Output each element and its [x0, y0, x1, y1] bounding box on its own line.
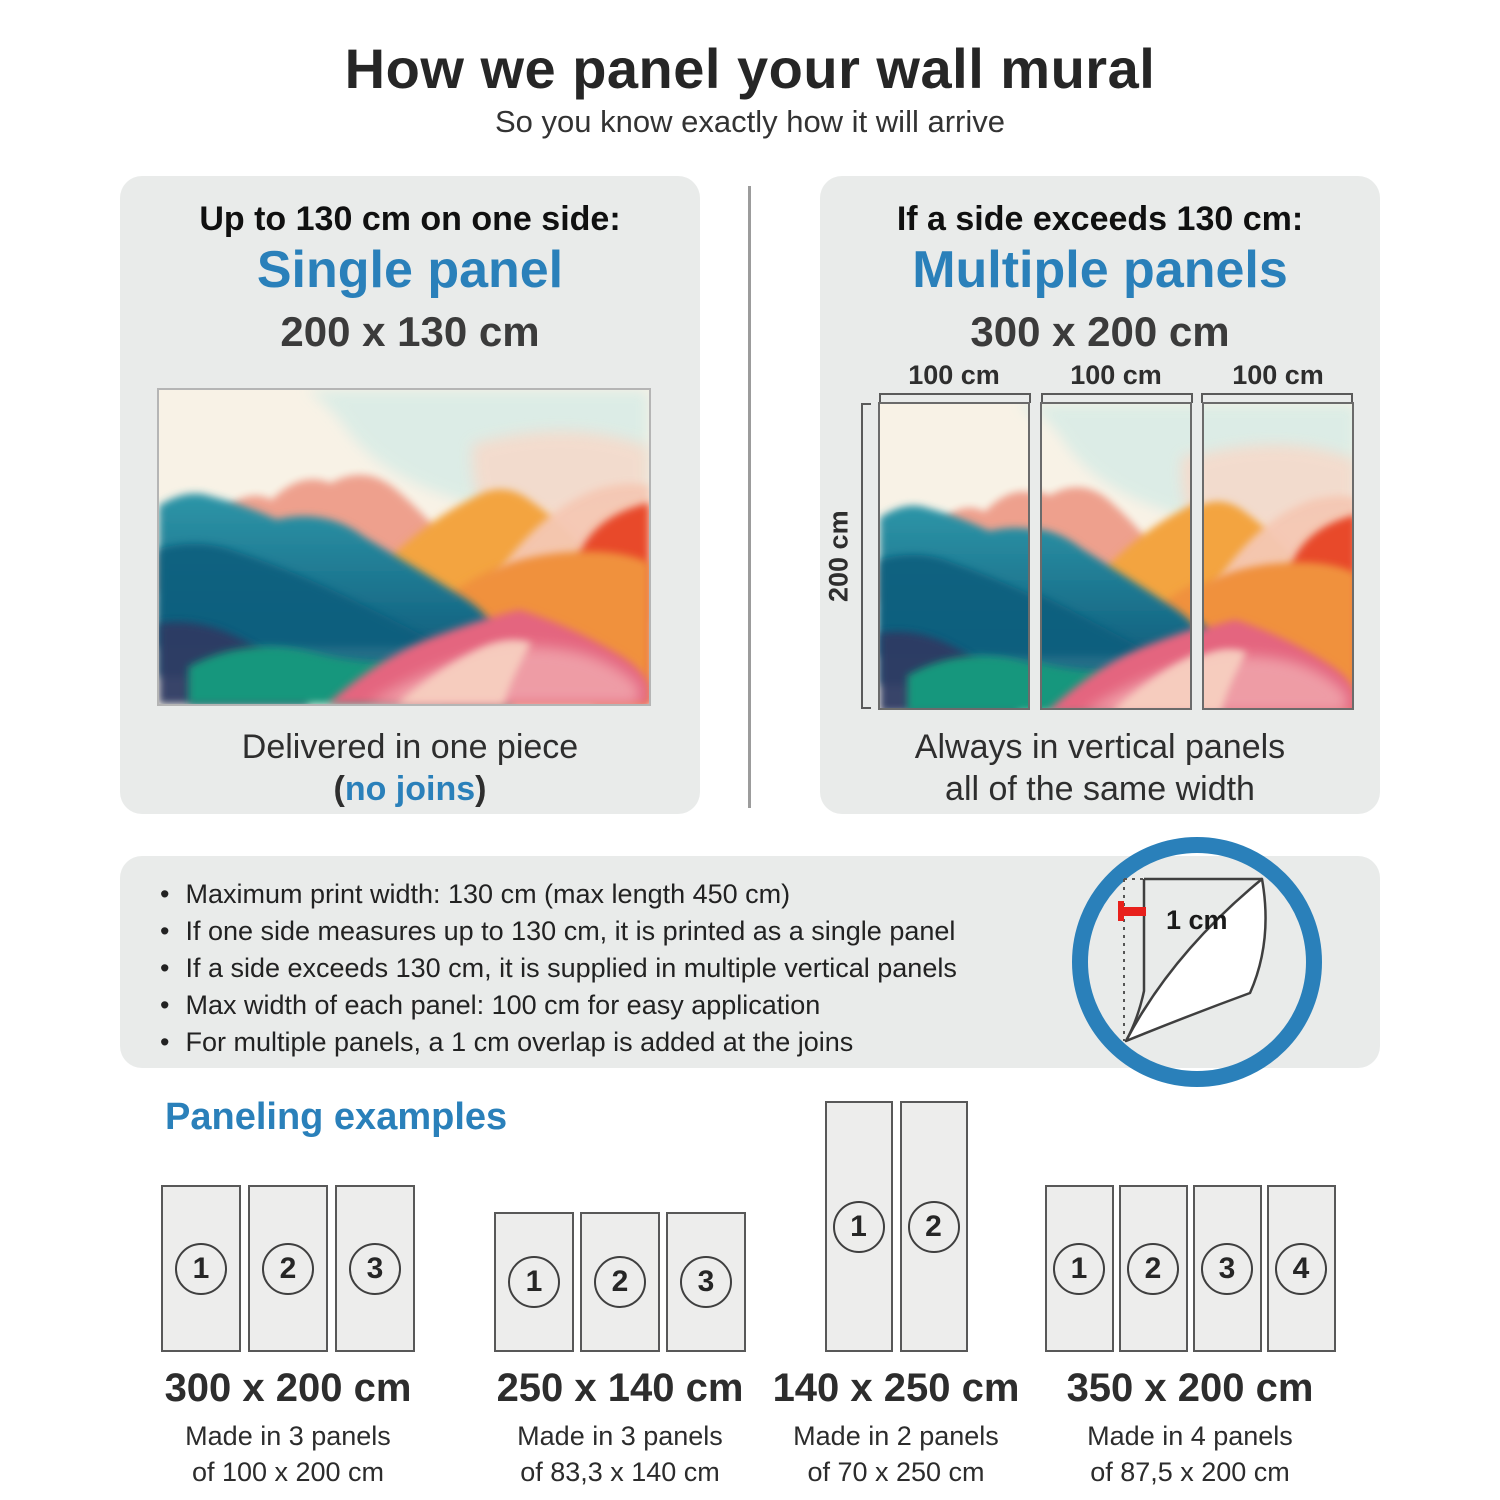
example-panel: [1045, 1185, 1114, 1352]
height-bracket: [860, 402, 872, 710]
panel-number: 1: [175, 1243, 227, 1295]
bullet-item: • Maximum print width: 130 cm (max length 450 cm): [160, 879, 791, 909]
example-panel: [900, 1101, 968, 1352]
example-size: 300 x 200 cm: [164, 1366, 412, 1410]
example-panels: [161, 1185, 415, 1352]
example-panel: [335, 1185, 415, 1352]
single-condition: Up to 130 cm on one side:: [199, 200, 621, 238]
bullet-text: For multiple panels, a 1 cm overlap is added at the joins: [185, 1027, 854, 1057]
panel-number: 2: [908, 1201, 960, 1253]
example-made: Made in 2 panels: [793, 1421, 999, 1451]
width-label-1: 100 cm: [908, 360, 1000, 390]
example-panel: [161, 1185, 241, 1352]
example-size: 140 x 250 cm: [772, 1366, 1020, 1410]
single-panel-card: [120, 176, 700, 814]
panel-number: 1: [1053, 1243, 1105, 1295]
paren-close: ): [475, 770, 487, 808]
example-size: 250 x 140 cm: [496, 1366, 744, 1410]
single-footer-line1: Delivered in one piece: [241, 728, 579, 766]
mural-panel-2: [1040, 402, 1192, 710]
paren-open: (: [333, 770, 345, 808]
panel-number: 2: [594, 1256, 646, 1308]
example-made: Made in 3 panels: [185, 1421, 391, 1451]
example-250x140: [470, 1212, 770, 1488]
width-label-2: 100 cm: [1070, 360, 1162, 390]
panel-number: 2: [1127, 1243, 1179, 1295]
multi-footer-line2: all of the same width: [945, 770, 1255, 808]
bullet-text: If a side exceeds 130 cm, it is supplied in multiple vertical panels: [185, 953, 957, 983]
overlap-circle: [1072, 837, 1322, 1087]
example-panel: [248, 1185, 328, 1352]
width-label-3: 100 cm: [1232, 360, 1324, 390]
example-panels: [494, 1212, 746, 1352]
panel-number: 3: [1201, 1243, 1253, 1295]
example-made: Made in 4 panels: [1087, 1421, 1293, 1451]
example-of: of 70 x 250 cm: [807, 1457, 985, 1487]
example-size: 350 x 200 cm: [1066, 1366, 1314, 1410]
example-panels: [1045, 1185, 1336, 1352]
multi-condition: If a side exceeds 130 cm:: [896, 200, 1304, 238]
page-curl-icon: [1110, 869, 1285, 1055]
panel-number: 1: [508, 1256, 560, 1308]
cards-divider: [748, 186, 751, 808]
info-bullets: [160, 876, 957, 1061]
multi-mural-panels: [878, 402, 1354, 710]
bullet-item: • For multiple panels, a 1 cm overlap is added at the joins: [160, 1027, 854, 1057]
panel-number: 3: [349, 1243, 401, 1295]
panel-number: 3: [680, 1256, 732, 1308]
bullet-item: • Max width of each panel: 100 cm for easy application: [160, 990, 821, 1020]
single-footer-line2: [120, 770, 700, 809]
example-made: Made in 3 panels: [517, 1421, 723, 1451]
example-panel: [666, 1212, 746, 1352]
example-panel: [494, 1212, 574, 1352]
multi-size: 300 x 200 cm: [970, 308, 1230, 355]
bullet-item: • If a side exceeds 130 cm, it is supplied in multiple vertical panels: [160, 953, 957, 983]
page-title: How we panel your wall mural: [344, 37, 1156, 100]
example-300x200: [138, 1185, 438, 1488]
no-joins-highlight: no joins: [344, 770, 476, 808]
panel-number: 4: [1275, 1243, 1327, 1295]
single-heading: Single panel: [256, 241, 564, 299]
width-labels: [878, 360, 1354, 391]
multi-footer-line1: Always in vertical panels: [914, 728, 1286, 766]
example-panel: [1267, 1185, 1336, 1352]
page-subtitle: So you know exactly how it will arrive: [495, 104, 1005, 139]
panel-number: 1: [833, 1201, 885, 1253]
multiple-panels-card: [820, 176, 1380, 814]
panel-number: 2: [262, 1243, 314, 1295]
example-panel: [1193, 1185, 1262, 1352]
height-label: 200 cm: [823, 510, 854, 602]
example-140x250: [746, 1101, 1046, 1488]
bullet-text: Maximum print width: 130 cm (max length 450 cm): [185, 879, 791, 909]
examples-title: Paneling examples: [165, 1096, 508, 1138]
example-panel: [825, 1101, 893, 1352]
mural-panel-1: [878, 402, 1030, 710]
example-panels: [825, 1101, 968, 1352]
example-panel: [1119, 1185, 1188, 1352]
bullet-text: Max width of each panel: 100 cm for easy application: [185, 990, 821, 1020]
example-350x200: [1040, 1185, 1340, 1488]
mural-panel-3: [1202, 402, 1354, 710]
single-size: 200 x 130 cm: [280, 308, 540, 355]
bullet-text: If one side measures up to 130 cm, it is printed as a single panel: [185, 916, 956, 946]
example-of: of 100 x 200 cm: [191, 1457, 385, 1487]
example-panel: [580, 1212, 660, 1352]
example-of: of 87,5 x 200 cm: [1090, 1457, 1290, 1487]
bullet-item: • If one side measures up to 130 cm, it is printed as a single panel: [160, 916, 956, 946]
single-mural-image: [157, 388, 651, 706]
overlap-label: 1 cm: [1166, 905, 1228, 935]
example-of: of 83,3 x 140 cm: [520, 1457, 720, 1487]
multi-heading: Multiple panels: [912, 241, 1288, 299]
